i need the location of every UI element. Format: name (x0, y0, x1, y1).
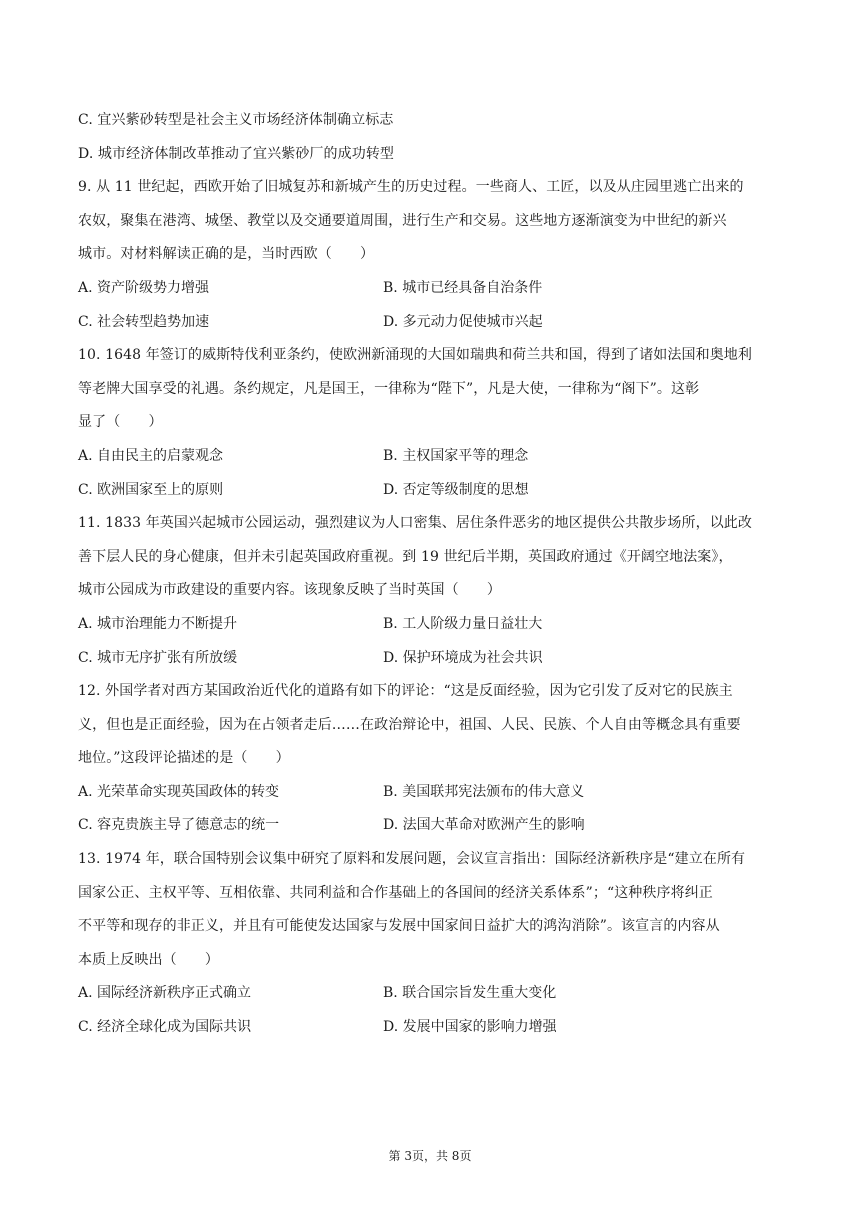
text-line: 不平等和现存的非正义，并且有可能使发达国家与发展中国家间日益扩大的鸿沟消除”。该宣言的内容从 (78, 918, 720, 935)
option-right: D. 法国大革命对欧洲产生的影响 (383, 817, 585, 834)
option-row (78, 306, 783, 340)
option-right: B. 主权国家平等的理念 (383, 447, 529, 464)
option-row (78, 809, 783, 843)
option-left: C. 社会转型趋势加速 (78, 313, 210, 330)
text-line: 义，但也是正面经验，因为在占领者走后……在政治辩论中，祖国、人民、民族、个人自由等概念具有重要 (78, 716, 741, 733)
text-line: 农奴，聚集在港湾、城堡、教堂以及交通要道周围，进行生产和交易。这些地方逐渐演变为中世纪的新兴 (78, 212, 727, 229)
option-left: A. 资产阶级势力增强 (78, 279, 210, 296)
option-row (78, 440, 783, 474)
option-right: B. 工人阶级力量日益壮大 (383, 615, 543, 632)
option-row (78, 642, 783, 676)
option-row (78, 474, 783, 508)
option-right: B. 美国联邦宪法颁布的伟大意义 (383, 783, 585, 800)
text-line: 10. 1648 年签订的威斯特伐利亚条约，使欧洲新涌现的大国如瑞典和荷兰共和国，得到了诸如法国和奥地利 (78, 347, 752, 364)
text-line: C. 宜兴紫砂转型是社会主义市场经济体制确立标志 (78, 112, 394, 128)
option-left: A. 城市治理能力不断提升 (78, 615, 238, 632)
text-line: 显了（ ） (78, 414, 163, 431)
question-content (78, 104, 783, 1045)
option-right: D. 否定等级制度的思想 (383, 481, 529, 498)
option-left: C. 容克贵族主导了德意志的统一 (78, 817, 280, 834)
text-line: 11. 1833 年英国兴起城市公园运动，强烈建议为人口密集、居住条件恶劣的地区提供公共散步场所，以此改 (78, 515, 752, 532)
option-right: D. 保护环境成为社会共识 (383, 649, 543, 666)
option-left: A. 光荣革命实现英国政体的转变 (78, 783, 280, 800)
option-row (78, 1011, 783, 1045)
text-line: 本质上反映出（ ） (78, 951, 219, 968)
option-right: D. 多元动力促使城市兴起 (383, 313, 543, 330)
option-right: B. 联合国宗旨发生重大变化 (383, 985, 557, 1002)
option-row (78, 977, 783, 1011)
option-left: C. 欧洲国家至上的原则 (78, 481, 224, 498)
option-row (78, 776, 783, 810)
option-left: A. 国际经济新秩序正式确立 (78, 985, 252, 1002)
option-right: B. 城市已经具备自治条件 (383, 279, 543, 296)
option-row (78, 272, 783, 306)
option-left: A. 自由民主的启蒙观念 (78, 447, 224, 464)
text-line: 城市公园成为市政建设的重要内容。该现象反映了当时英国（ ） (78, 582, 501, 599)
option-row (78, 608, 783, 642)
text-line: 等老牌大国享受的礼遇。条约规定，凡是国王，一律称为“陛下”，凡是大使，一律称为“阁下”。这彰 (78, 380, 700, 397)
text-line: 13. 1974 年，联合国特别会议集中研究了原料和发展问题，会议宣言指出：国际经济新秩序是“建立在所有 (78, 851, 746, 868)
text-line: 地位。”这段评论描述的是（ ） (78, 750, 290, 767)
option-left: C. 经济全球化成为国际共识 (78, 1019, 252, 1036)
option-right: D. 发展中国家的影响力增强 (383, 1019, 557, 1036)
text-line: 城市。对材料解读正确的是，当时西欧（ ） (78, 246, 375, 263)
text-line: 9. 从 11 世纪起，西欧开始了旧城复苏和新城产生的历史过程。一些商人、工匠，以及从庄园里逃亡出来的 (78, 179, 744, 196)
page-footer: 第 3页，共 8页 (388, 1149, 472, 1163)
text-line: 国家公正、主权平等、互相依靠、共同利益和合作基础上的各国间的经济关系体系”；“这种秩序将纠正 (78, 884, 713, 901)
option-left: C. 城市无序扩张有所放缓 (78, 649, 238, 666)
text-line: 善下层人民的身心健康，但并未引起英国政府重视。到 19 世纪后半期，英国政府通过《开阔空地法案》， (78, 548, 733, 565)
text-line: 12. 外国学者对西方某国政治近代化的道路有如下的评论：“这是反面经验，因为它引发了反对它的民族主 (78, 683, 733, 700)
text-line: D. 城市经济体制改革推动了宜兴紫砂厂的成功转型 (78, 145, 395, 162)
